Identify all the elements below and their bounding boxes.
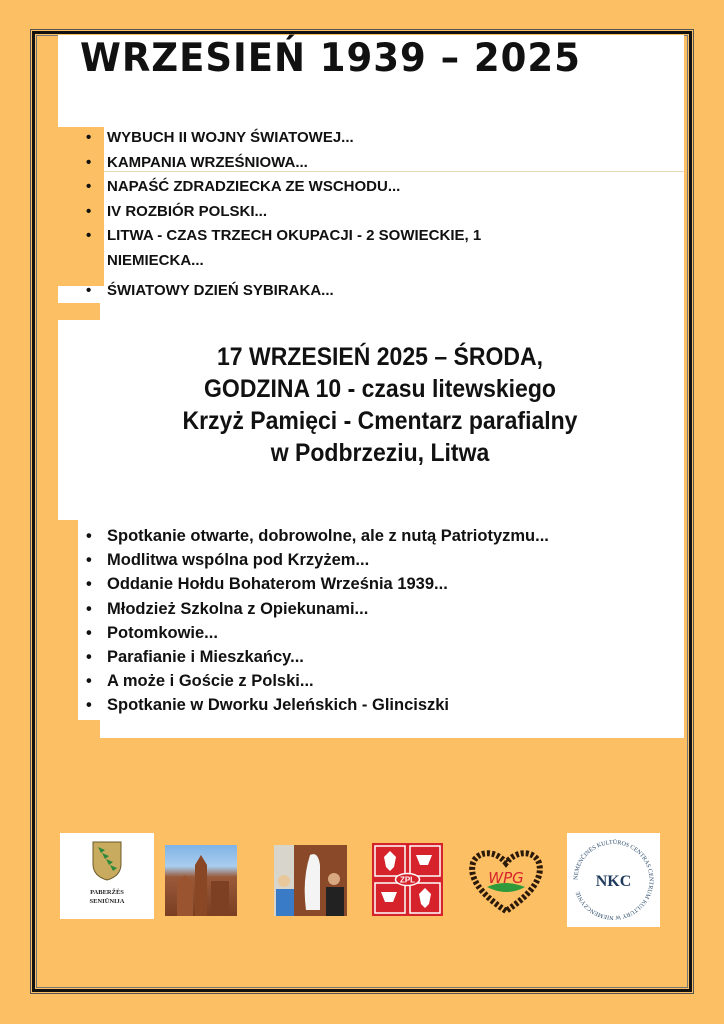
content-panel-strip-4 <box>100 303 684 320</box>
logo-wpg <box>467 845 545 915</box>
logo-wpg-text: WPG <box>488 869 524 887</box>
list-item: • ŚWIATOWY DZIEŃ SYBIRAKA... <box>84 279 577 304</box>
event-place: Krzyż Pamięci - Cmentarz parafialny <box>182 407 578 435</box>
list-item <box>84 224 577 273</box>
unveiling-photo <box>274 845 347 916</box>
logo-paberzes-line1: PABERŽĖS <box>90 889 124 896</box>
event-location: w Podbrzeziu, Litwa <box>270 439 490 467</box>
list-item: • Spotkanie w Dworku Jeleńskich - Glinciszki <box>84 693 549 717</box>
event-info <box>122 341 637 469</box>
logo-paberzes-line2: SENIŪNIJA <box>89 898 125 905</box>
list-item: • WYBUCH II WOJNY ŚWIATOWEJ... <box>84 126 577 151</box>
list-item: • A może i Goście z Polski... <box>84 669 549 693</box>
list-item: • Spotkanie otwarte, dobrowolne, ale z nutą Patriotyzmu... <box>84 524 549 548</box>
logo-zpl <box>372 843 443 916</box>
list-item-text: LITWA - CZAS TRZECH OKUPACJI - 2 SOWIECKIE, 1 NIEMIECKA... <box>107 227 482 269</box>
list-item: • Modlitwa wspólna pod Krzyżem... <box>84 548 549 572</box>
page-title: WRZESIEŃ 1939 – 2025 <box>80 36 581 81</box>
event-date: 17 WRZESIEŃ 2025 – ŚRODA, <box>217 343 543 371</box>
content-panel-bottom <box>100 718 684 738</box>
list-item: • IV ROZBIÓR POLSKI... <box>84 200 577 225</box>
topics-list <box>84 126 577 304</box>
logo-paberzes <box>60 833 154 919</box>
logo-nkc <box>567 833 660 927</box>
list-item: • NAPAŚĆ ZDRADZIECKA ZE WSCHODU... <box>84 175 577 200</box>
church-photo <box>165 845 237 916</box>
logo-nkc-ring: NEMENČINĖS KULTŪROS CENTRAS CENTRUM KULTURY W NIEMENCZYNIE <box>573 839 654 921</box>
details-list <box>84 524 549 718</box>
sponsor-logos <box>0 830 724 930</box>
event-time: GODZINA 10 - czasu litewskiego <box>204 375 556 403</box>
list-item: • KAMPANIA WRZEŚNIOWA... <box>84 151 577 176</box>
logo-zpl-text: ZPL <box>399 875 416 885</box>
list-item: • Młodzież Szkolna z Opiekunami... <box>84 597 549 621</box>
coat-of-arms-icon <box>60 833 154 883</box>
logo-nkc-abbr: NKC <box>595 873 632 890</box>
list-item: • Oddanie Hołdu Bohaterom Września 1939... <box>84 572 549 596</box>
list-item: • Potomkowie... <box>84 621 549 645</box>
list-item: • Parafianie i Mieszkańcy... <box>84 645 549 669</box>
